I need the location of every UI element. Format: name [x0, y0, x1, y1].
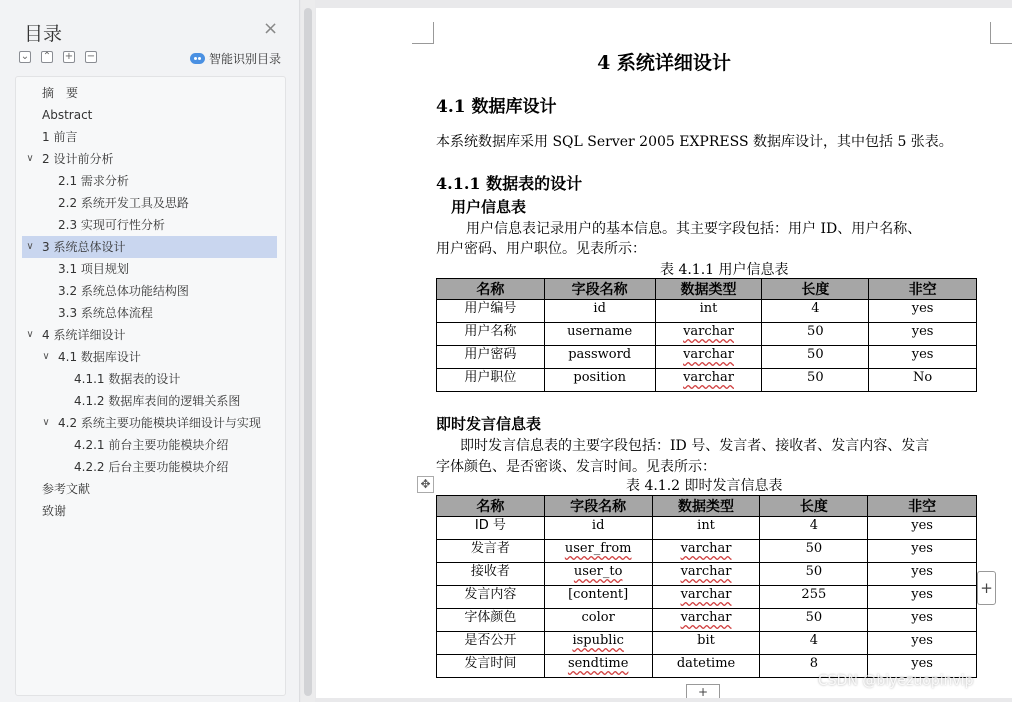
table-cell	[652, 655, 760, 678]
toc-item-label: 4.2.2 后台主要功能模块介绍	[74, 460, 229, 474]
table-cell	[437, 655, 545, 678]
toc-item-label: 2.3 实现可行性分析	[58, 218, 165, 232]
toc-sidebar	[0, 0, 300, 702]
scrollbar-thumb[interactable]	[304, 8, 312, 696]
cell-text: ID 号	[474, 518, 506, 533]
cell-text: 发言时间	[464, 656, 517, 671]
table1-caption: 表 4.1.1 用户信息表	[660, 262, 789, 278]
table-cell	[544, 517, 652, 540]
toc-item-label: 3.1 项目规划	[58, 262, 129, 276]
table-cell	[437, 300, 545, 323]
toc-item-label: 3.2 系统总体功能结构图	[58, 284, 189, 298]
table-row	[437, 369, 977, 392]
cell-text: 50	[807, 370, 824, 385]
toc-item[interactable]	[16, 258, 281, 280]
table-cell	[652, 517, 760, 540]
cell-text: varchar	[680, 610, 732, 625]
table-cell	[652, 609, 760, 632]
cell-text: [content]	[568, 587, 629, 602]
table-cell	[762, 323, 869, 346]
cell-text: id	[591, 518, 605, 533]
cell-text: yes	[911, 518, 933, 533]
cell-text: varchar	[683, 347, 734, 362]
table-cell	[544, 369, 655, 392]
cell-text: user_to	[573, 564, 623, 579]
table-cell	[868, 586, 977, 609]
table-cell	[544, 586, 652, 609]
table-row	[437, 586, 977, 609]
cell-text: 发言内容	[464, 587, 517, 602]
table1-description: 用户密码、用户职位。见表所示：	[436, 241, 646, 257]
table-row	[437, 609, 977, 632]
user-info-table	[436, 278, 977, 392]
table-cell	[652, 540, 760, 563]
toc-item[interactable]	[16, 214, 281, 236]
table-cell	[655, 323, 762, 346]
toc-item[interactable]	[16, 434, 281, 456]
cell-text: yes	[911, 656, 933, 671]
toc-item[interactable]	[16, 170, 281, 192]
watermark: CSDN @biyezuopinvip	[818, 673, 974, 689]
toc-item[interactable]	[16, 368, 281, 390]
column-header: 字段名称	[544, 496, 652, 517]
toc-item-label: 3 系统总体设计	[42, 240, 126, 254]
table-row	[437, 540, 977, 563]
smart-toc-button[interactable]	[190, 50, 281, 67]
collapse-all-icon[interactable]: ⌄	[20, 51, 30, 62]
cell-text: 4	[811, 301, 820, 316]
table-cell	[437, 540, 545, 563]
toc-item[interactable]	[16, 192, 281, 214]
table-cell	[655, 300, 762, 323]
table-row	[437, 563, 977, 586]
table-row	[437, 300, 977, 323]
table-cell	[868, 563, 977, 586]
column-header: 名称	[437, 496, 545, 517]
cell-text: No	[913, 370, 933, 385]
cell-text: 50	[807, 347, 824, 362]
remove-heading-icon[interactable]: −	[86, 51, 96, 62]
cell-text: sendtime	[567, 656, 629, 671]
document-page	[316, 8, 1012, 698]
table-cell	[544, 346, 655, 369]
table-cell	[869, 300, 977, 323]
cell-text: yes	[911, 301, 934, 316]
cell-text: position	[573, 370, 626, 385]
smart-toc-label: 智能识别目录	[209, 52, 282, 66]
toc-item-label: 3.3 系统总体流程	[58, 306, 153, 320]
cell-text: 8	[809, 656, 818, 671]
cell-text: ispublic	[572, 633, 624, 648]
column-header: 字段名称	[544, 279, 655, 300]
cell-text: datetime	[676, 656, 736, 671]
table-cell	[437, 609, 545, 632]
cell-text: username	[567, 324, 633, 339]
table-cell	[655, 346, 762, 369]
toc-item-label: 致谢	[42, 504, 67, 518]
table-cell	[869, 323, 977, 346]
table-row	[437, 323, 977, 346]
table2-caption: 表 4.1.2 即时发言信息表	[626, 478, 783, 494]
table2-heading: 即时发言信息表	[436, 415, 542, 433]
cell-text: yes	[911, 633, 933, 648]
toc-item-label: 4.1 数据库设计	[58, 350, 141, 364]
chevron-down-icon[interactable]: ∨	[42, 351, 50, 362]
cell-text: 50	[805, 541, 823, 556]
table-cell	[868, 540, 977, 563]
toc-toolbar	[19, 51, 97, 63]
table-move-handle-icon[interactable]: ✥	[417, 476, 434, 493]
table-cell	[655, 369, 762, 392]
table-cell	[869, 369, 977, 392]
cell-text: 字体颜色	[464, 610, 517, 625]
toc-item[interactable]	[16, 346, 281, 368]
cell-text: 用户名称	[464, 324, 517, 339]
toc-list	[15, 76, 286, 696]
table-cell	[437, 323, 545, 346]
table-cell	[544, 540, 652, 563]
toc-item[interactable]	[16, 82, 281, 104]
cell-text: 50	[805, 564, 823, 579]
table1-description: 用户信息表记录用户的基本信息。其主要字段包括：用户 ID、用户名称、	[466, 221, 922, 237]
toc-item-label: 4.1.1 数据表的设计	[74, 372, 181, 386]
cell-text: 50	[805, 610, 823, 625]
cell-text: 用户职位	[464, 370, 517, 385]
cell-text: yes	[911, 564, 933, 579]
cell-text: varchar	[683, 370, 734, 385]
cell-text: varchar	[680, 564, 732, 579]
toc-item-label: 2.2 系统开发工具及思路	[58, 196, 189, 210]
chapter-title: 4 系统详细设计	[597, 52, 731, 74]
table-cell	[868, 517, 977, 540]
table2-description: 字体颜色、是否密谈、发言时间。见表所示：	[436, 459, 716, 475]
table-cell	[544, 632, 652, 655]
cell-text: 接收者	[470, 564, 510, 579]
toc-item-label: 摘 要	[42, 86, 79, 100]
message-info-table	[436, 495, 977, 678]
cell-text: password	[568, 347, 632, 362]
table-cell	[437, 563, 545, 586]
cell-text: varchar	[683, 324, 734, 339]
cell-text: 255	[801, 587, 827, 602]
cell-text: 4	[809, 518, 818, 533]
section-title: 4.1 数据库设计	[436, 97, 557, 117]
table-cell	[544, 300, 655, 323]
toc-item-label: 4.2.1 前台主要功能模块介绍	[74, 438, 229, 452]
table-cell	[760, 586, 868, 609]
cell-text: varchar	[680, 541, 732, 556]
chevron-down-icon[interactable]: ∨	[26, 329, 34, 340]
table-cell	[652, 563, 760, 586]
table-row	[437, 632, 977, 655]
add-row-button[interactable]: +	[686, 684, 720, 698]
table-cell	[760, 609, 868, 632]
table-cell	[760, 517, 868, 540]
cell-text: 发言者	[470, 541, 510, 556]
toc-item-label: 1 前言	[42, 130, 78, 144]
toc-item[interactable]	[16, 456, 281, 478]
toc-item-label: 4.2 系统主要功能模块详细设计与实现	[58, 416, 261, 430]
chevron-down-icon[interactable]: ∨	[26, 241, 34, 252]
table1-heading: 用户信息表	[451, 198, 527, 216]
table2-description: 即时发言信息表的主要字段包括：ID 号、发言者、接收者、发言内容、发言	[460, 438, 930, 454]
table-cell	[760, 563, 868, 586]
table-cell	[760, 632, 868, 655]
cell-text: yes	[911, 587, 933, 602]
toc-item-label: 4 系统详细设计	[42, 328, 126, 342]
cell-text: varchar	[680, 587, 732, 602]
toc-item[interactable]	[16, 148, 281, 170]
table-cell	[544, 563, 652, 586]
table-cell	[868, 609, 977, 632]
column-header: 名称	[437, 279, 545, 300]
toc-item[interactable]	[16, 500, 281, 522]
column-header: 长度	[760, 496, 868, 517]
toc-item[interactable]	[16, 412, 281, 434]
table-cell	[652, 632, 760, 655]
table-cell	[437, 586, 545, 609]
cell-text: 是否公开	[464, 633, 517, 648]
table-cell	[762, 300, 869, 323]
table-row	[437, 517, 977, 540]
table-cell	[652, 586, 760, 609]
cell-text: 用户编号	[464, 301, 517, 316]
cell-text: yes	[911, 324, 934, 339]
toc-item[interactable]	[16, 104, 281, 126]
cell-text: int	[697, 518, 715, 533]
toc-item[interactable]	[16, 478, 281, 500]
cell-text: yes	[911, 347, 934, 362]
cell-text: 50	[807, 324, 824, 339]
add-column-button[interactable]: +	[977, 571, 996, 605]
expand-up-icon[interactable]: ⌃	[42, 51, 52, 62]
table-cell	[437, 346, 545, 369]
cell-text: user_from	[564, 541, 632, 556]
page-corner-mark	[990, 22, 1012, 44]
toc-item[interactable]	[16, 390, 281, 412]
table-cell	[437, 632, 545, 655]
chevron-down-icon[interactable]: ∨	[42, 417, 50, 428]
table-row	[437, 346, 977, 369]
toc-item-label: 参考文献	[42, 482, 91, 496]
cell-text: yes	[911, 610, 933, 625]
cell-text: color	[581, 610, 615, 625]
close-icon[interactable]: ×	[263, 18, 279, 39]
sidebar-title: 目录	[24, 23, 63, 45]
toc-item[interactable]	[16, 302, 281, 324]
toc-item[interactable]	[16, 280, 281, 302]
toc-item-label: 2.1 需求分析	[58, 174, 129, 188]
cell-text: int	[699, 301, 718, 316]
table-cell	[868, 632, 977, 655]
table-cell	[544, 323, 655, 346]
toc-item-label: 4.1.2 数据库表间的逻辑关系图	[74, 394, 241, 408]
add-heading-icon[interactable]: +	[64, 51, 74, 62]
table-cell	[760, 540, 868, 563]
table-cell	[437, 517, 545, 540]
cell-text: yes	[911, 541, 933, 556]
cell-text: 4	[809, 633, 818, 648]
column-header: 长度	[762, 279, 869, 300]
column-header: 非空	[868, 496, 977, 517]
ai-icon	[190, 53, 205, 64]
toc-item[interactable]	[16, 126, 281, 148]
table-cell	[437, 369, 545, 392]
intro-paragraph: 本系统数据库采用 SQL Server 2005 EXPRESS 数据库设计，其中包括 5 张表。	[436, 134, 953, 150]
column-header: 非空	[869, 279, 977, 300]
table-cell	[762, 346, 869, 369]
toc-item[interactable]	[22, 236, 277, 258]
table-cell	[544, 609, 652, 632]
column-header: 数据类型	[652, 496, 760, 517]
subsection-title: 4.1.1 数据表的设计	[436, 174, 583, 193]
toc-item-label: 2 设计前分析	[42, 152, 114, 166]
cell-text: bit	[697, 633, 715, 648]
table-cell	[544, 655, 652, 678]
table-cell	[762, 369, 869, 392]
toc-item-label: Abstract	[42, 108, 93, 122]
cell-text: 用户密码	[464, 347, 517, 362]
cell-text: id	[593, 301, 606, 316]
toc-item[interactable]	[16, 324, 281, 346]
column-header: 数据类型	[655, 279, 762, 300]
table-cell	[869, 346, 977, 369]
page-corner-mark	[412, 22, 434, 44]
chevron-down-icon[interactable]: ∨	[26, 153, 34, 164]
